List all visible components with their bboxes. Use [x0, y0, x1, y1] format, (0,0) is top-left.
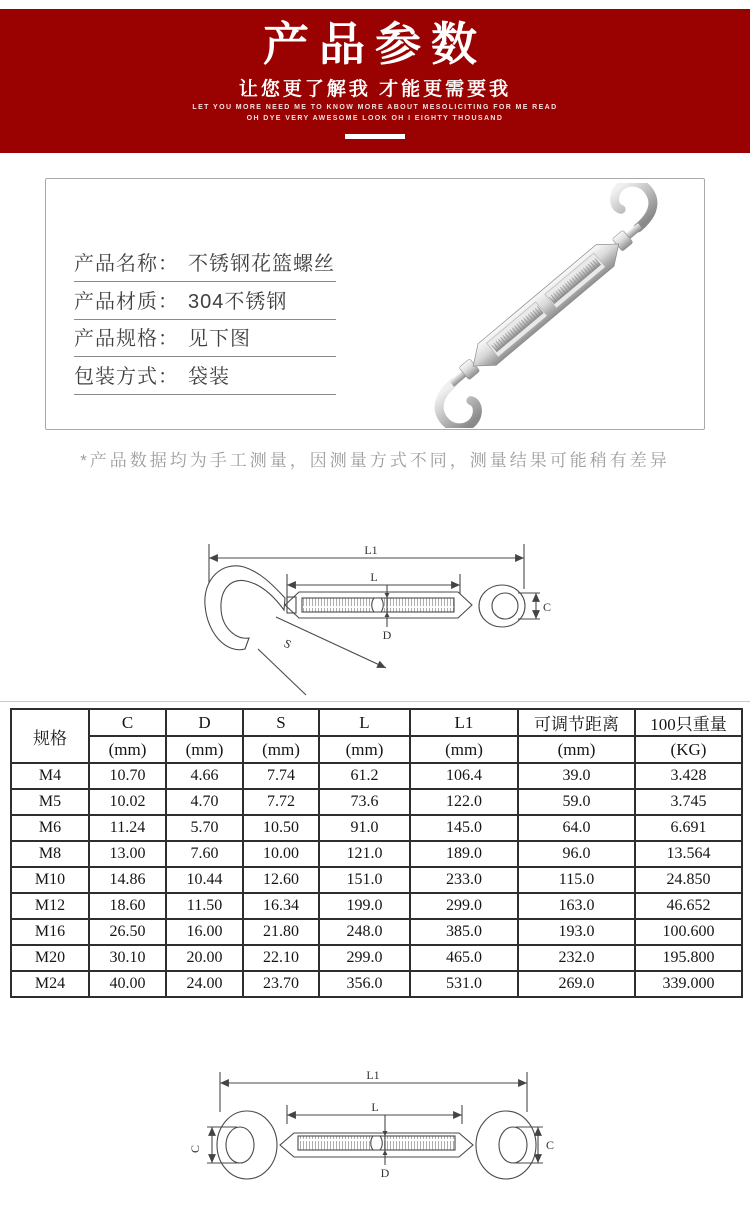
spec-value-cell: 6.691: [635, 815, 742, 841]
spec-size-cell: M12: [11, 893, 89, 919]
header-col: 可调节距离: [518, 709, 635, 736]
dim-label-c-right: C: [546, 1138, 555, 1152]
spec-value-cell: 14.86: [89, 867, 166, 893]
header-col: L1: [410, 709, 518, 736]
dim-label-d: D: [380, 1166, 390, 1180]
spec-value-cell: 16.34: [243, 893, 319, 919]
header-unit: (mm): [243, 736, 319, 763]
spec-value-cell: 46.652: [635, 893, 742, 919]
header-col: C: [89, 709, 166, 736]
spec-value-cell: 10.50: [243, 815, 319, 841]
spec-value-cell: 121.0: [319, 841, 410, 867]
spec-value-cell: 248.0: [319, 919, 410, 945]
turnbuckle-diagram-hook-eye: [188, 527, 568, 702]
spec-value-cell: 7.60: [166, 841, 243, 867]
header-col: L: [319, 709, 410, 736]
spec-table-section: [10, 708, 741, 998]
info-row-spec: [74, 322, 336, 357]
spec-table-row: [11, 867, 742, 893]
spec-table: [10, 708, 743, 998]
info-label: 产品材质：: [74, 291, 179, 313]
spec-value-cell: 24.00: [166, 971, 243, 997]
spec-value-cell: 22.10: [243, 945, 319, 971]
spec-size-cell: M8: [11, 841, 89, 867]
spec-value-cell: 20.00: [166, 945, 243, 971]
spec-value-cell: 11.50: [166, 893, 243, 919]
header-unit: (KG): [635, 736, 742, 763]
spec-table-row: [11, 971, 742, 997]
header-col: S: [243, 709, 319, 736]
spec-value-cell: 3.745: [635, 789, 742, 815]
spec-value-cell: 385.0: [410, 919, 518, 945]
spec-value-cell: 7.74: [243, 763, 319, 789]
spec-size-cell: M16: [11, 919, 89, 945]
spec-value-cell: 269.0: [518, 971, 635, 997]
spec-table-row: [11, 841, 742, 867]
spec-value-cell: 18.60: [89, 893, 166, 919]
spec-value-cell: 122.0: [410, 789, 518, 815]
header-col: 100只重量: [635, 709, 742, 736]
info-value: 袋装: [188, 366, 230, 388]
spec-value-cell: 145.0: [410, 815, 518, 841]
spec-table-row: [11, 763, 742, 789]
spec-value-cell: 21.80: [243, 919, 319, 945]
info-label: 包装方式：: [74, 366, 179, 388]
spec-value-cell: 13.00: [89, 841, 166, 867]
spec-size-cell: M20: [11, 945, 89, 971]
info-row-material: [74, 285, 336, 320]
spec-value-cell: 59.0: [518, 789, 635, 815]
spec-value-cell: 195.800: [635, 945, 742, 971]
spec-value-cell: 106.4: [410, 763, 518, 789]
spec-value-cell: 193.0: [518, 919, 635, 945]
header-unit: (mm): [89, 736, 166, 763]
spec-value-cell: 163.0: [518, 893, 635, 919]
dim-label-s: S: [281, 636, 294, 652]
hook-end-top: [609, 183, 663, 229]
spec-value-cell: 26.50: [89, 919, 166, 945]
spec-value-cell: 30.10: [89, 945, 166, 971]
dim-label-c: C: [543, 600, 552, 614]
spec-value-cell: 299.0: [410, 893, 518, 919]
spec-table-body: [11, 763, 742, 997]
info-row-packaging: [74, 360, 336, 395]
info-value: 不锈钢花篮螺丝: [188, 253, 335, 275]
banner: [0, 9, 750, 153]
spec-table-row: [11, 945, 742, 971]
dim-label-d: D: [382, 628, 392, 642]
spec-value-cell: 5.70: [166, 815, 243, 841]
spec-value-cell: 339.000: [635, 971, 742, 997]
spec-value-cell: 10.44: [166, 867, 243, 893]
spec-value-cell: 299.0: [319, 945, 410, 971]
spec-value-cell: 39.0: [518, 763, 635, 789]
header-unit: (mm): [410, 736, 518, 763]
turnbuckle-body: [464, 233, 628, 377]
spec-value-cell: 73.6: [319, 789, 410, 815]
measurement-note: *产品数据均为手工测量，因测量方式不同，测量结果可能稍有差异: [80, 451, 670, 470]
turnbuckle-product-photo: [384, 183, 704, 428]
dim-label-l: L: [370, 570, 378, 584]
spec-value-cell: 11.24: [89, 815, 166, 841]
banner-tagline-line2: OH DYE VERY AWESOME LOOK OH I EIGHTY THOUSAND: [246, 114, 504, 122]
spec-value-cell: 4.70: [166, 789, 243, 815]
spec-value-cell: 64.0: [518, 815, 635, 841]
section-divider: [0, 701, 750, 702]
banner-tagline-line1: LET YOU MORE NEED ME TO KNOW MORE ABOUT MESOLICITING FOR ME READ: [192, 103, 558, 111]
page-title: 产品参数: [263, 18, 487, 70]
spec-table-row: [11, 815, 742, 841]
banner-underline-bar: [345, 134, 405, 139]
spec-size-cell: M6: [11, 815, 89, 841]
info-label: 产品规格：: [74, 328, 179, 350]
spec-value-cell: 61.2: [319, 763, 410, 789]
spec-value-cell: 189.0: [410, 841, 518, 867]
spec-value-cell: 7.72: [243, 789, 319, 815]
spec-value-cell: 91.0: [319, 815, 410, 841]
dim-label-l1: L1: [364, 543, 378, 557]
spec-value-cell: 115.0: [518, 867, 635, 893]
spec-value-cell: 4.66: [166, 763, 243, 789]
hook-end-bottom: [429, 381, 483, 428]
spec-table-row: [11, 919, 742, 945]
spec-size-cell: M4: [11, 763, 89, 789]
spec-value-cell: 465.0: [410, 945, 518, 971]
spec-value-cell: 199.0: [319, 893, 410, 919]
banner-subtitle: 让您更了解我 才能更需要我: [238, 78, 512, 100]
spec-value-cell: 531.0: [410, 971, 518, 997]
spec-value-cell: 10.02: [89, 789, 166, 815]
info-label: 产品名称：: [74, 253, 179, 275]
dim-label-l1: L1: [366, 1068, 380, 1082]
spec-value-cell: 10.00: [243, 841, 319, 867]
header-col: D: [166, 709, 243, 736]
spec-value-cell: 10.70: [89, 763, 166, 789]
spec-value-cell: 24.850: [635, 867, 742, 893]
info-value: 见下图: [188, 328, 251, 350]
spec-value-cell: 232.0: [518, 945, 635, 971]
spec-size-cell: M24: [11, 971, 89, 997]
spec-table-header: [11, 709, 742, 763]
spec-value-cell: 100.600: [635, 919, 742, 945]
header-unit: (mm): [518, 736, 635, 763]
header-size: 规格: [11, 709, 89, 763]
spec-value-cell: 356.0: [319, 971, 410, 997]
spec-value-cell: 23.70: [243, 971, 319, 997]
info-row-product-name: [74, 247, 336, 282]
spec-value-cell: 151.0: [319, 867, 410, 893]
header-unit: (mm): [166, 736, 243, 763]
spec-value-cell: 13.564: [635, 841, 742, 867]
spec-value-cell: 12.60: [243, 867, 319, 893]
dim-label-l: L: [371, 1100, 379, 1114]
spec-table-row: [11, 893, 742, 919]
spec-table-row: [11, 789, 742, 815]
turnbuckle-diagram-eye-eye: [185, 1060, 575, 1209]
spec-value-cell: 16.00: [166, 919, 243, 945]
spec-value-cell: 96.0: [518, 841, 635, 867]
info-value: 304不锈钢: [188, 291, 288, 313]
spec-value-cell: 233.0: [410, 867, 518, 893]
spec-value-cell: 3.428: [635, 763, 742, 789]
spec-size-cell: M10: [11, 867, 89, 893]
header-unit: (mm): [319, 736, 410, 763]
dim-label-c-left: C: [188, 1144, 202, 1154]
spec-value-cell: 40.00: [89, 971, 166, 997]
product-info-box: [45, 178, 705, 430]
spec-size-cell: M5: [11, 789, 89, 815]
